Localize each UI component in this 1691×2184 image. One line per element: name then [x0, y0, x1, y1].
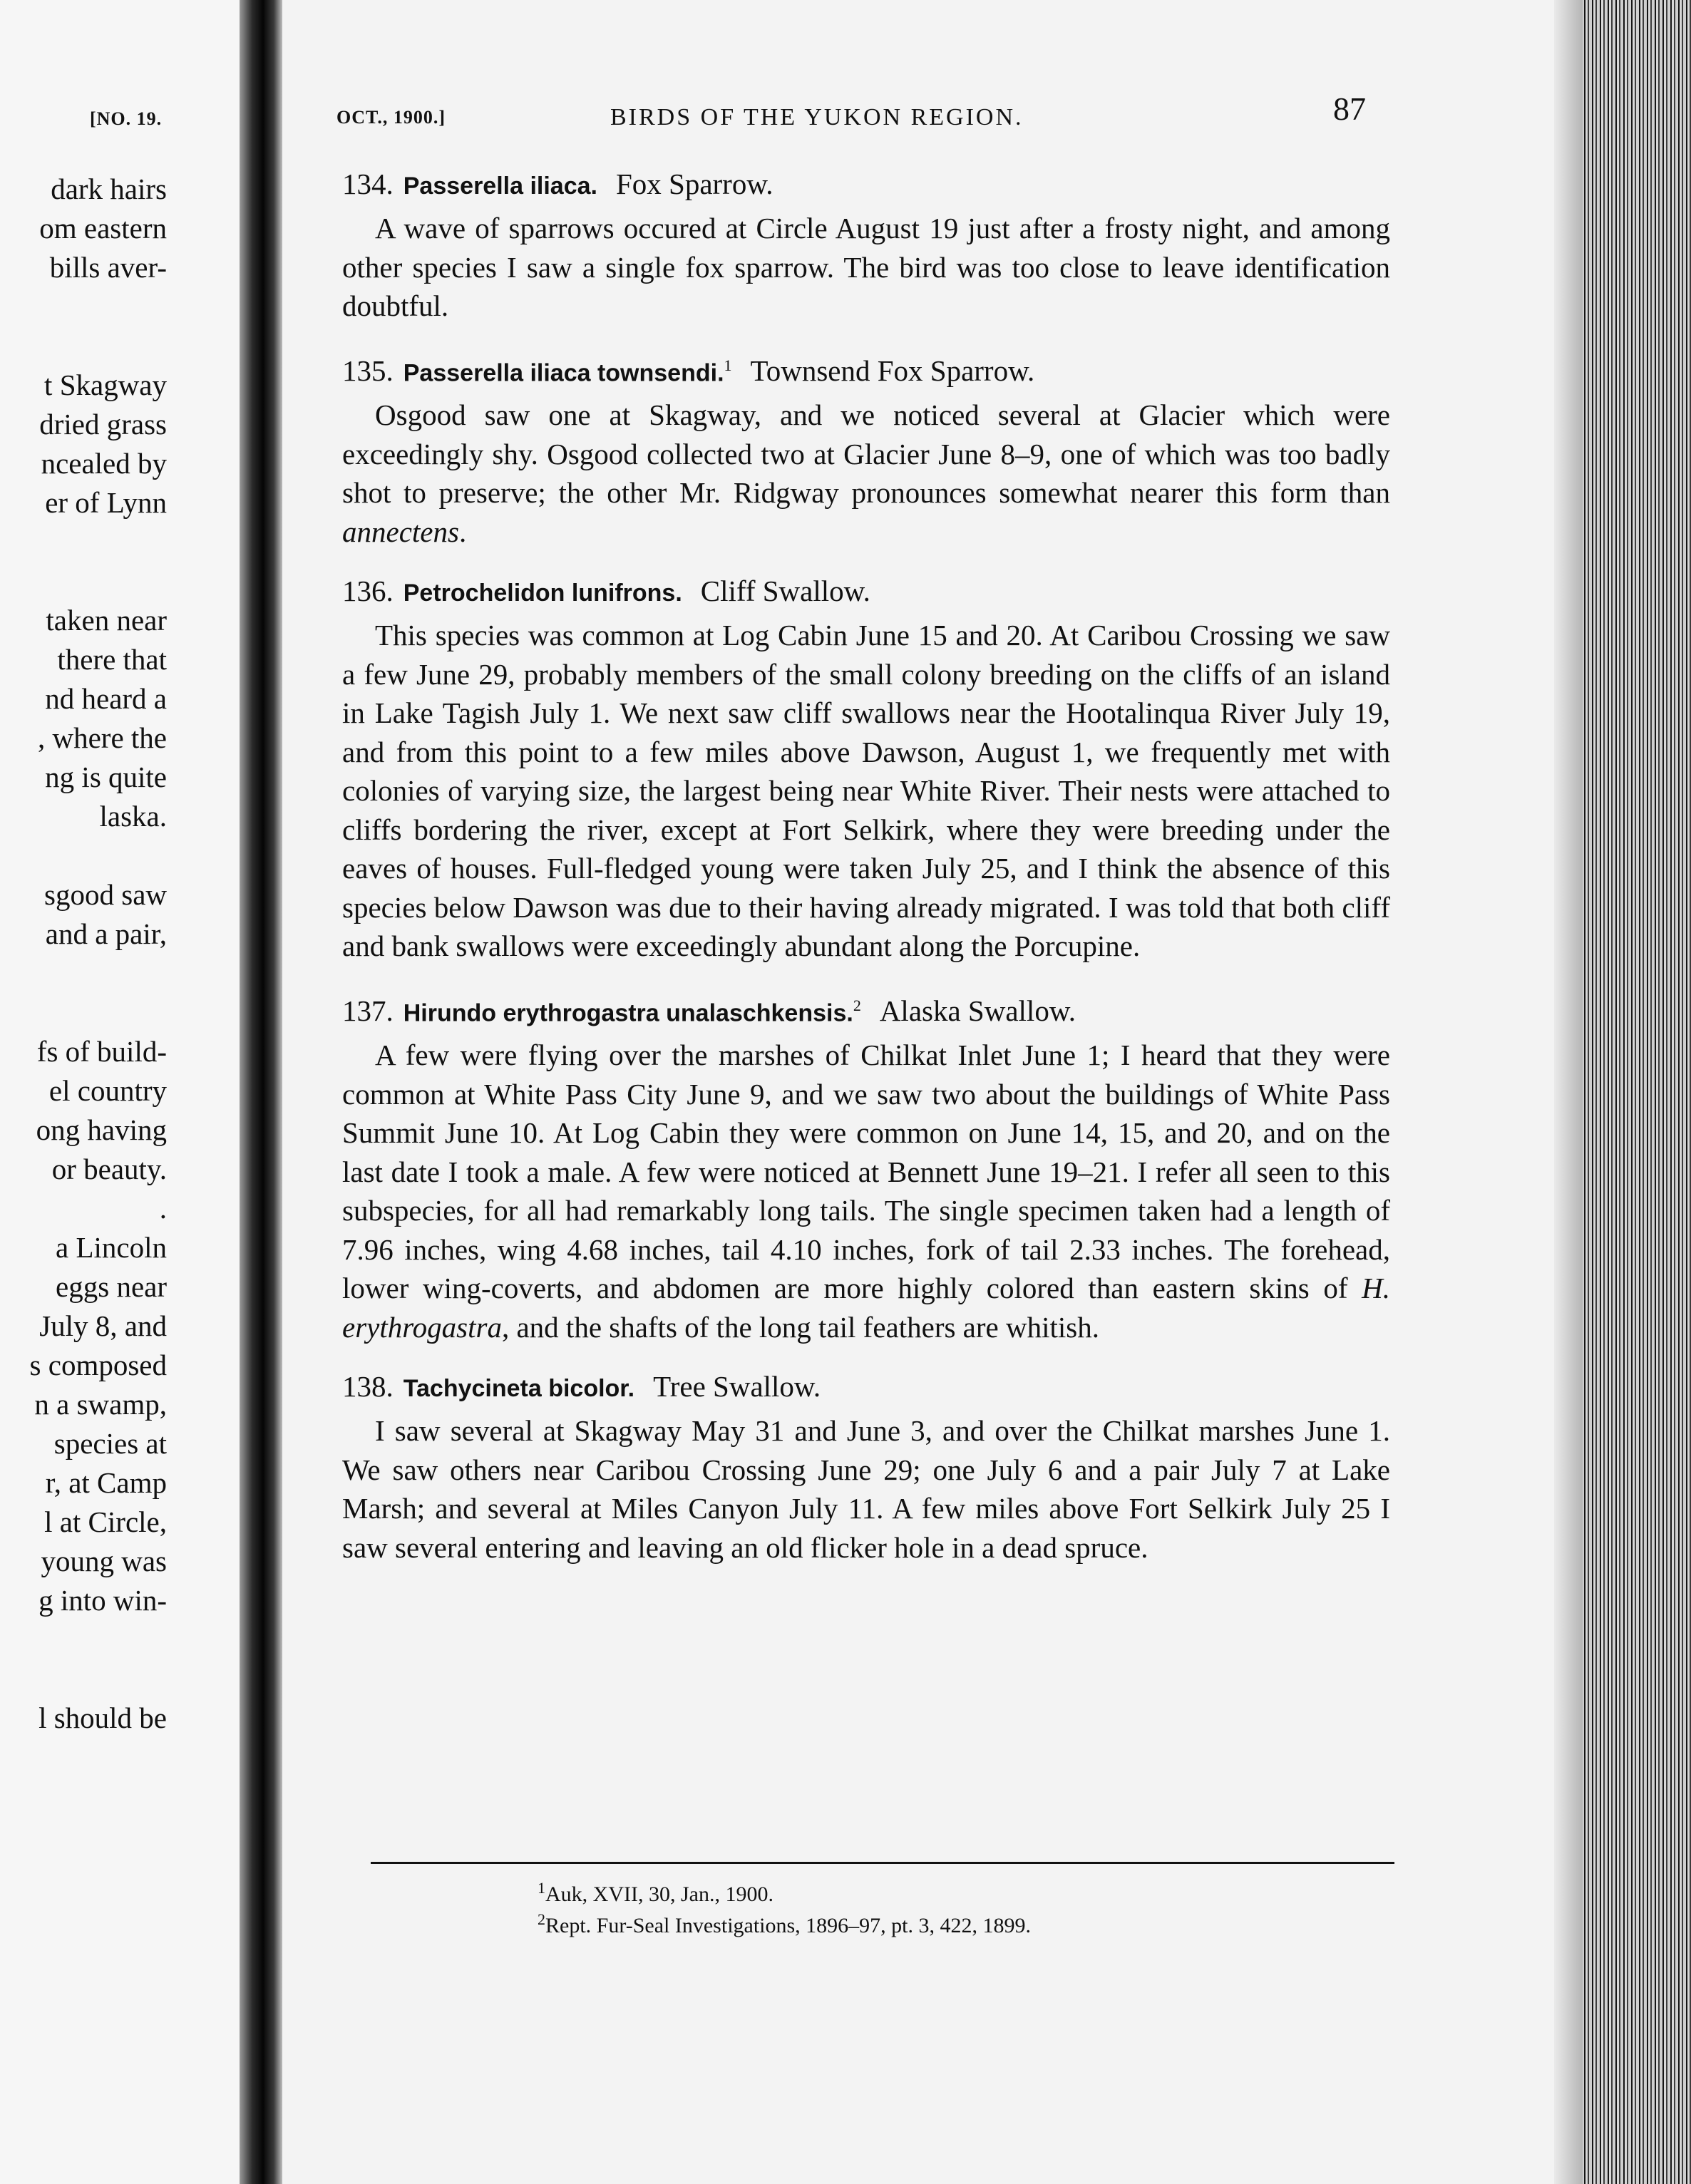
- species-heading: [342, 571, 1390, 613]
- footnote-marker: 1: [724, 356, 732, 374]
- previous-page-line: species at: [53, 1427, 167, 1460]
- species-entry: [342, 1366, 1390, 1567]
- species-entry: [342, 164, 1390, 326]
- previous-page-line: sgood saw: [44, 878, 167, 911]
- previous-page-header: [NO. 19.: [90, 108, 163, 129]
- previous-page-line: dark hairs: [51, 172, 167, 205]
- species-number: 134.: [342, 168, 394, 200]
- species-number: 138.: [342, 1370, 394, 1403]
- previous-page-line: [0, 836, 167, 875]
- common-name: Alaska Swallow.: [879, 994, 1076, 1028]
- species-paragraph: A few were flying over the marshes of Chilkat Inlet June 1; I heard that they were common at White Pass City June 9, and we saw two about the buildings of White Pass Summit June 10. At Log Cabin they were common on June 14, 15, and 20, and on the last date I took a male. A few were noticed at Bennett June 19–21. I refer all seen to this subspecies, for all had remarkably long tails. The single specimen taken had a length of 7.96 inches, wing 4.68 inches, tail 4.10 inches, fork of tail 2.33 inches. The forehead, lower wing-coverts, and abdomen are more highly colored than eastern skins of H. erythrogastra, and the shafts of the long tail feathers are whitish.: [342, 1039, 1390, 1344]
- species-number: 137.: [342, 994, 394, 1028]
- previous-page-line: young was: [41, 1545, 167, 1577]
- scientific-name: Tachycineta bicolor.: [403, 1375, 635, 1403]
- previous-page-line: ncealed by: [41, 447, 167, 480]
- previous-page-line: s composed: [29, 1349, 167, 1381]
- species-accounts: [342, 164, 1390, 1587]
- footnote-marker: 2: [853, 996, 861, 1014]
- previous-page-line: er of Lynn: [45, 486, 167, 519]
- previous-page-line: l should be: [38, 1701, 167, 1734]
- species-entry: [342, 346, 1390, 552]
- previous-page-line: [0, 326, 167, 366]
- previous-page-line: dried grass: [39, 408, 167, 441]
- previous-page-line: t Skagway: [44, 369, 167, 401]
- species-heading: [342, 164, 1390, 206]
- previous-page-line: or beauty.: [51, 1153, 167, 1185]
- previous-page-line: there that: [57, 643, 167, 676]
- previous-page-line: laska.: [99, 800, 167, 833]
- page-number: 87: [1333, 91, 1366, 127]
- previous-page-line: n a swamp,: [34, 1388, 167, 1421]
- scientific-name: Petrochelidon lunifrons.: [403, 580, 682, 607]
- previous-page-line: om eastern: [39, 212, 167, 244]
- previous-page-line: July 8, and: [39, 1309, 167, 1342]
- species-heading: [342, 346, 1390, 393]
- scientific-name: Passerella iliaca townsendi.: [403, 359, 724, 387]
- previous-page-line: taken near: [46, 604, 167, 637]
- footnote-1: $^1$Auk, XVII, 30, Jan., 1900.: [538, 1879, 773, 1906]
- page-edge-shade: [1554, 0, 1583, 2184]
- previous-page-line: l at Circle,: [44, 1505, 167, 1538]
- scientific-name: Passerella iliaca.: [403, 172, 597, 200]
- previous-page-line: [0, 562, 167, 601]
- previous-page-line: bills aver-: [49, 251, 167, 284]
- running-header-title: BIRDS OF THE YUKON REGION.: [610, 104, 1024, 130]
- previous-page-text: [0, 170, 167, 1738]
- species-number: 135.: [342, 354, 394, 388]
- common-name: Tree Swallow.: [653, 1370, 821, 1403]
- previous-page-line: a Lincoln: [56, 1231, 167, 1264]
- previous-page-line: fs of build-: [36, 1035, 167, 1068]
- species-entry: [342, 571, 1390, 966]
- previous-page-line: el country: [48, 1074, 167, 1107]
- previous-page-line: [0, 1620, 167, 1659]
- previous-page-line: g into win-: [38, 1584, 167, 1617]
- previous-page-line: r, at Camp: [45, 1466, 167, 1499]
- footnote-2: $^2$Rept. Fur-Seal Investigations, 1896–97, pt. 3, 422, 1899.: [538, 1910, 1032, 1937]
- species-paragraph: Osgood saw one at Skagway, and we noticed several at Glacier which were exceedingly shy. Osgood collected two at Glacier June 8–9, one of which was too badly shot to preserve; the other Mr. Ridgway pronounces somewhat nearer this form than annectens.: [342, 398, 1390, 548]
- common-name: Fox Sparrow.: [615, 168, 773, 200]
- previous-page-line: [0, 287, 167, 326]
- species-heading: [342, 986, 1390, 1034]
- previous-page: [0, 0, 242, 2184]
- footnote-rule: [371, 1862, 1394, 1864]
- previous-page-line: nd heard a: [45, 682, 167, 715]
- previous-page-line: ong having: [36, 1113, 167, 1146]
- species-paragraph: I saw several at Skagway May 31 and June 3, and over the Chilkat marshes June 1. We saw others near Caribou Crossing June 29; one July 6 and a pair July 7 at Lake Marsh; and several at Miles Canyon July 11. A few miles above Fort Selkirk July 25 I saw several entering and leaving an old flicker hole in a dead spruce.: [342, 1414, 1390, 1564]
- previous-page-line: [0, 993, 167, 1032]
- previous-page-line: ng is quite: [45, 761, 167, 793]
- previous-page-line: , where the: [38, 721, 167, 754]
- common-name: Cliff Swallow.: [700, 575, 870, 608]
- species-paragraph: This species was common at Log Cabin June 15 and 20. At Caribou Crossing we saw a few June 29, probably members of the small colony breeding on the cliffs of an island in Lake Tagish July 1. We next saw cliff swallows near the Hootalinqua River July 19, and from this point to a few miles above Dawson, August 1, we frequently met with colonies of varying size, the largest being near White River. Their nests were attached to cliffs bordering the river, except at Fort Selkirk, where they were breeding under the eaves of houses. Full-fledged young were taken July 25, and I think the absence of this species below Dawson was due to their having already migrated. I was told that both cliff and bank swallows were exceedingly abundant along the Porcupine.: [342, 619, 1390, 963]
- previous-page-line: .: [159, 1192, 167, 1225]
- scientific-name: Hirundo erythrogastra unalaschkensis.: [403, 999, 853, 1027]
- previous-page-line: [0, 1659, 167, 1699]
- book-gutter: [240, 0, 282, 2184]
- running-header-date: OCT., 1900.]: [336, 107, 446, 128]
- species-heading: [342, 1366, 1390, 1408]
- species-number: 136.: [342, 575, 394, 608]
- previous-page-line: [0, 522, 167, 562]
- previous-page-line: [0, 954, 167, 993]
- previous-page-line: eggs near: [56, 1270, 167, 1303]
- species-entry: [342, 986, 1390, 1347]
- previous-page-line: and a pair,: [45, 917, 167, 950]
- species-paragraph: A wave of sparrows occured at Circle August 19 just after a frosty night, and among other species I saw a single fox sparrow. The bird was too close to leave identification doubtful.: [342, 212, 1390, 322]
- common-name: Townsend Fox Sparrow.: [750, 354, 1035, 388]
